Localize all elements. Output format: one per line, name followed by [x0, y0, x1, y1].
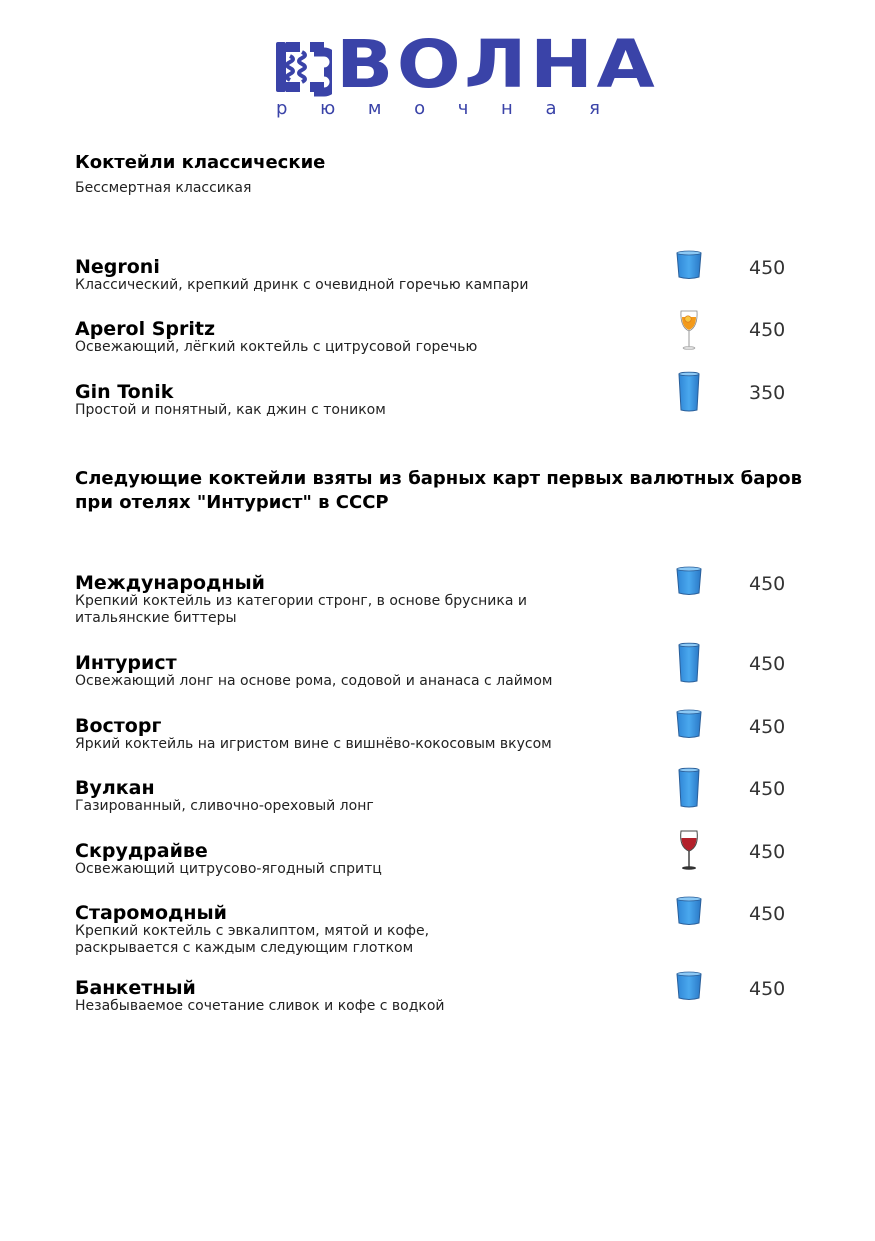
- menu-item: [75, 653, 805, 690]
- item-description: Крепкий коктейль с эвкалиптом, мятой и кофе, раскрывается с каждым следующим глотком: [75, 923, 430, 956]
- brand-logo: [276, 26, 659, 120]
- brand-subtitle-letter: а: [545, 98, 557, 119]
- menu-item: [75, 716, 805, 753]
- item-price: 450: [749, 573, 786, 595]
- item-description: Незабываемое сочетание сливок и кофе с водкой: [75, 998, 445, 1014]
- menu-item: [75, 903, 805, 957]
- item-description: Освежающий цитрусово-ягодный спритц: [75, 861, 382, 877]
- item-name: Negroni: [75, 256, 160, 278]
- item-description: Освежающий лонг на основе рома, содовой и ананаса с лаймом: [75, 673, 553, 689]
- item-price: 450: [749, 978, 786, 1000]
- item-price: 450: [749, 778, 786, 800]
- menu-item: [75, 978, 805, 1015]
- item-price: 350: [749, 382, 786, 404]
- rocks-glass-icon: [673, 559, 705, 607]
- item-description: Газированный, сливочно-ореховый лонг: [75, 798, 374, 814]
- highball-glass-icon: [673, 766, 705, 814]
- wine-glass-icon: [673, 829, 705, 877]
- item-name: Восторг: [75, 715, 162, 737]
- item-name: Скрудрайве: [75, 840, 208, 862]
- highball-glass-icon: [673, 370, 705, 418]
- item-description: Яркий коктейль на игристом вине с вишнёво-кокосовым вкусом: [75, 736, 552, 752]
- section-title-classic: Коктейли классические: [75, 152, 326, 173]
- item-price: 450: [749, 716, 786, 738]
- wave-icon: [276, 42, 332, 98]
- item-price: 450: [749, 319, 786, 341]
- rocks-glass-icon: [673, 889, 705, 937]
- brand-subtitle: [276, 98, 600, 120]
- item-price: 450: [749, 653, 786, 675]
- rocks-glass-icon: [673, 702, 705, 750]
- section-subtitle-classic: Бессмертная классикая: [75, 180, 252, 196]
- item-price: 450: [749, 841, 786, 863]
- item-description: Освежающий, лёгкий коктейль с цитрусовой горечью: [75, 339, 478, 355]
- section-title-intourist: Следующие коктейли взяты из барных карт первых валютных баров при отелях "Интурист" в СССР: [75, 468, 803, 513]
- brand-subtitle-letter: ю: [320, 98, 336, 119]
- menu-item: [75, 778, 805, 815]
- brand-subtitle-letter: я: [589, 98, 600, 119]
- item-name: Aperol Spritz: [75, 318, 216, 340]
- item-description: Простой и понятный, как джин с тоником: [75, 402, 386, 418]
- menu-item: [75, 573, 805, 627]
- menu-item: [75, 382, 805, 419]
- brand-subtitle-letter: н: [501, 98, 513, 119]
- item-price: 450: [749, 257, 786, 279]
- item-price: 450: [749, 903, 786, 925]
- item-name: Вулкан: [75, 777, 155, 799]
- brand-subtitle-letter: о: [414, 98, 426, 119]
- item-name: Банкетный: [75, 977, 196, 999]
- highball-glass-icon: [673, 641, 705, 689]
- brand-subtitle-letter: р: [276, 98, 288, 119]
- brand-subtitle-letter: м: [367, 98, 382, 119]
- item-name: Интурист: [75, 652, 177, 674]
- menu-item: [75, 257, 805, 294]
- rocks-glass-icon: [673, 243, 705, 291]
- menu-item: [75, 319, 805, 356]
- spritz-glass-icon: [673, 307, 705, 355]
- item-description: Классический, крепкий дринк с очевидной горечью кампари: [75, 277, 529, 293]
- rocks-glass-icon: [673, 964, 705, 1012]
- item-name: Старомодный: [75, 902, 227, 924]
- item-name: Gin Tonik: [75, 381, 174, 403]
- brand-name: ВОЛНА: [336, 26, 659, 103]
- item-name: Международный: [75, 572, 265, 594]
- brand-subtitle-letter: ч: [457, 98, 469, 119]
- item-description: Крепкий коктейль из категории стронг, в основе брусника и итальянские биттеры: [75, 593, 527, 626]
- menu-item: [75, 841, 805, 878]
